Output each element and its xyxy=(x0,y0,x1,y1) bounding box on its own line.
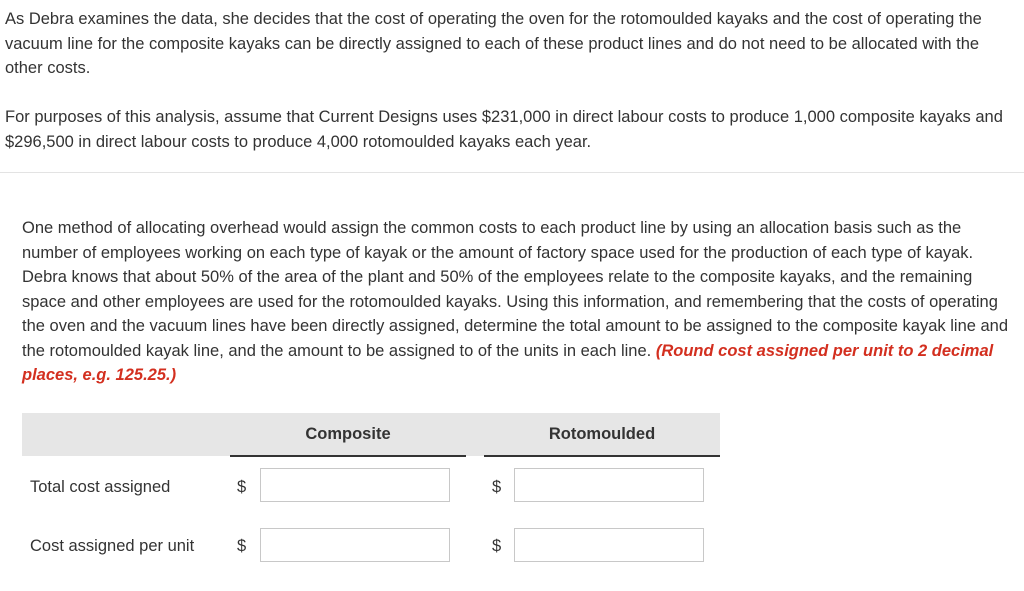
composite-total-cost-input[interactable] xyxy=(260,468,450,502)
composite-header-underline xyxy=(230,455,466,457)
rotomoulded-cost-per-unit-input[interactable] xyxy=(514,528,704,562)
assumption-paragraph: For purposes of this analysis, assume that Current Designs uses $231,000 in direct labour costs to produce 1,000 composite kayaks and $296,500 in direct labour costs to produce 4,000 rotomoulded kayaks each year. xyxy=(5,108,1003,151)
dollar-sign: $ xyxy=(237,478,247,496)
column-header-composite: Composite xyxy=(305,425,391,443)
composite-cost-per-unit-input[interactable] xyxy=(260,528,450,562)
intro-paragraph: As Debra examines the data, she decides that the cost of operating the oven for the rotomoulded kayaks and the cost of operating the vacuum line for the composite kayaks can be directly assigned to each of these product lines and do not need to be allocated with the other costs. xyxy=(5,10,982,77)
row-label-cost-per-unit: Cost assigned per unit xyxy=(30,537,195,555)
dollar-sign: $ xyxy=(237,537,247,555)
row-label-total-cost: Total cost assigned xyxy=(30,478,171,496)
rotomoulded-header-underline xyxy=(484,455,720,457)
rounding-instruction: (Round cost assigned per unit to 2 decimal places, e.g. 125.25.) xyxy=(22,341,994,384)
column-header-rotomoulded: Rotomoulded xyxy=(548,425,656,443)
question-paragraph xyxy=(22,216,1012,388)
question-text: One method of allocating overhead would assign the common costs to each product line by using an allocation basis such as the number of employees working on each type of kayak or the amount of factory space used for the production of each type of kayak. Debra knows that about 50% of the area of the plant and 50% of the employees relate to the composite kayaks, and the remaining space and other employees are used for the rotomoulded kayaks. Using this information, and remembering that the costs of operating the oven and the vacuum lines have been directly assigned, determine the total amount to be assigned to the composite kayak line and the rotomoulded kayak line, and the amount to be assigned to of the units in each line. xyxy=(22,219,1009,360)
section-divider xyxy=(0,172,1024,173)
rotomoulded-total-cost-input[interactable] xyxy=(514,468,704,502)
dollar-sign: $ xyxy=(492,478,502,496)
dollar-sign: $ xyxy=(492,537,502,555)
